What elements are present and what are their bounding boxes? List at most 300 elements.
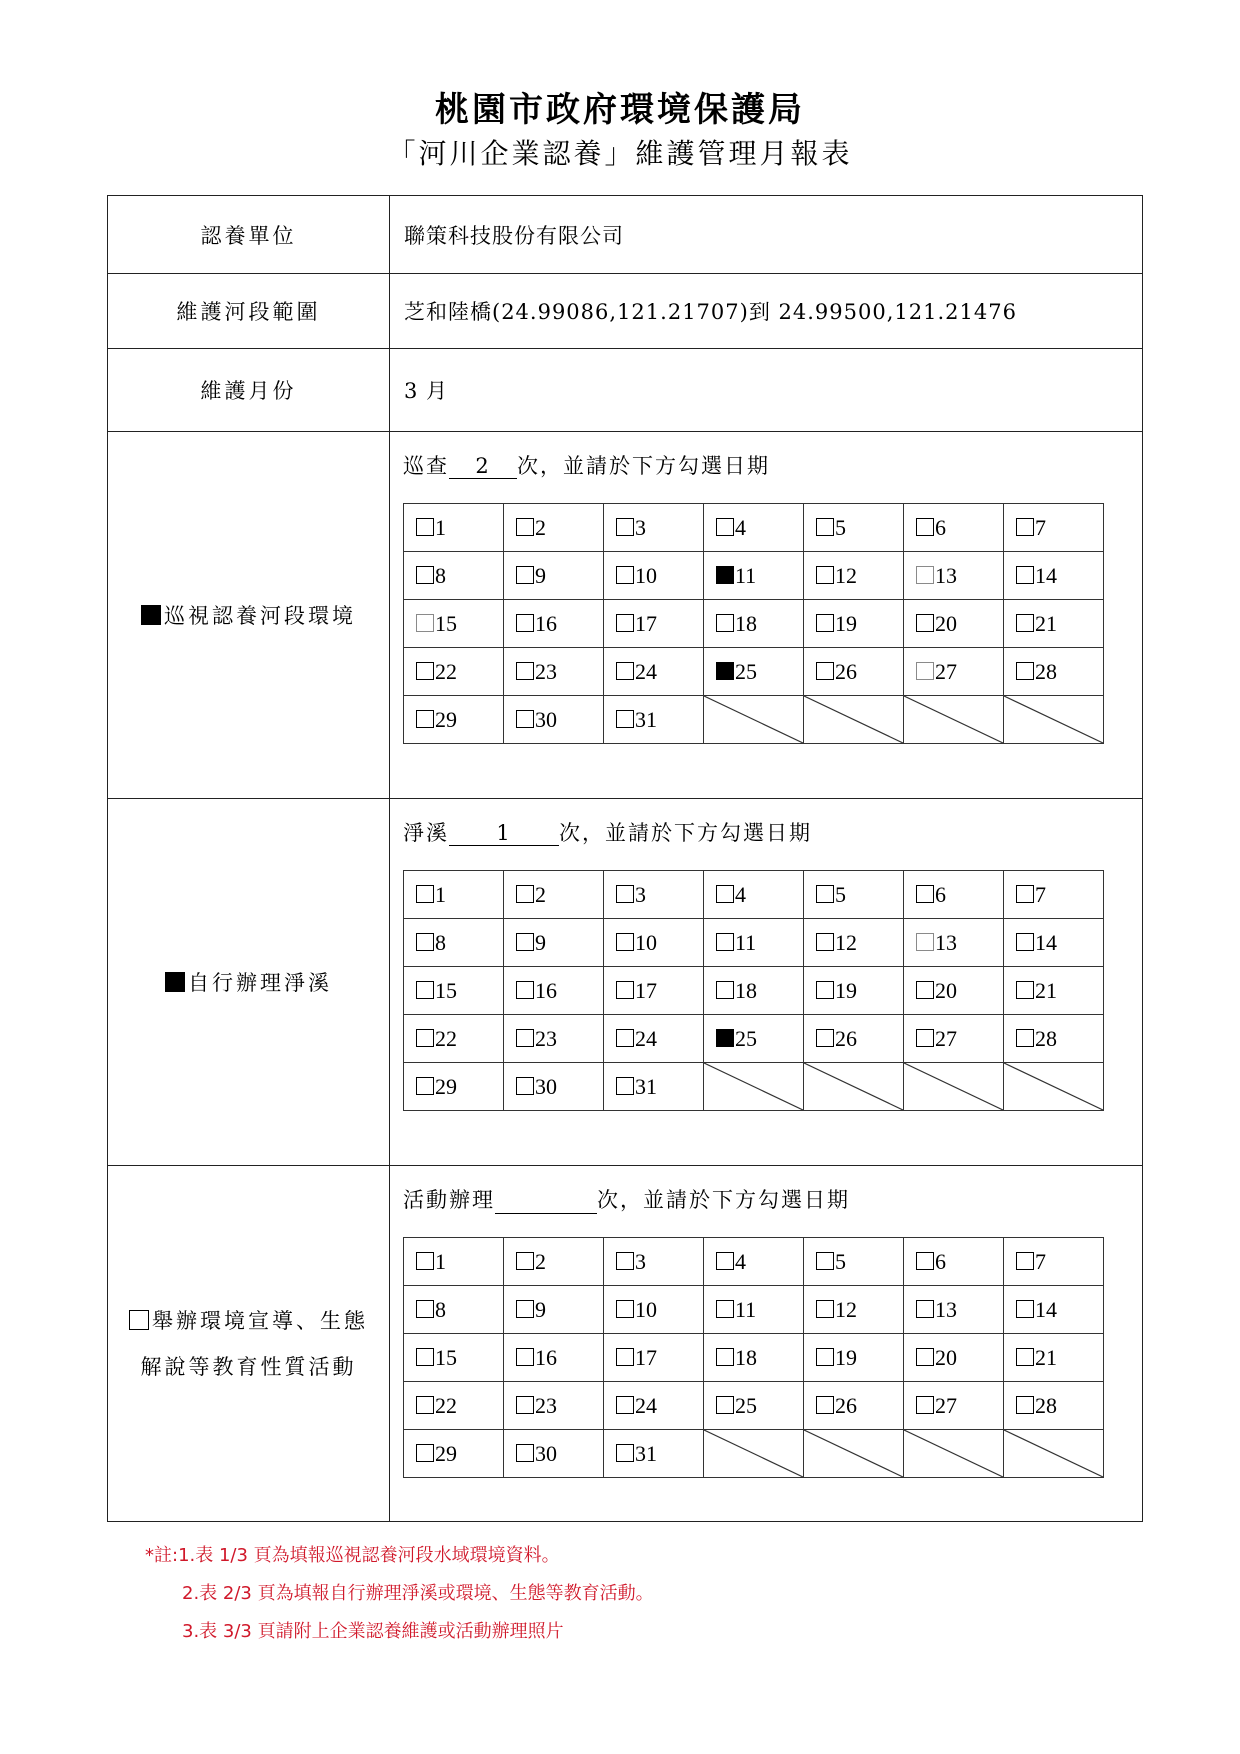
day-cell-26[interactable] <box>804 1382 904 1430</box>
patrol-label <box>108 432 390 799</box>
diagonal-slash <box>804 1063 903 1110</box>
day-number: 16 <box>535 1344 557 1370</box>
empty-day-cell <box>804 1430 904 1478</box>
day-checkbox[interactable] <box>716 566 734 584</box>
day-checkbox[interactable] <box>416 885 434 903</box>
day-checkbox[interactable] <box>916 662 934 680</box>
day-checkbox[interactable] <box>916 1252 934 1270</box>
day-number: 8 <box>435 929 446 955</box>
day-number: 24 <box>635 1392 657 1418</box>
day-checkbox[interactable] <box>616 1300 634 1318</box>
day-cell-2[interactable] <box>504 504 604 552</box>
day-cell-5[interactable] <box>804 871 904 919</box>
day-number: 15 <box>435 977 457 1003</box>
calendar-week-row <box>404 1238 1104 1286</box>
diagonal-slash <box>904 1430 1003 1477</box>
day-cell-30[interactable] <box>504 1063 604 1111</box>
day-checkbox[interactable] <box>616 1077 634 1095</box>
day-number: 4 <box>735 514 746 540</box>
day-number: 28 <box>1035 1392 1057 1418</box>
day-cell-20[interactable] <box>904 1334 1004 1382</box>
day-number: 6 <box>935 1248 946 1274</box>
day-checkbox[interactable] <box>1016 614 1034 632</box>
diagonal-slash <box>704 1430 803 1477</box>
note-2: 2.表 2/3 頁為填報自行辦理淨溪或環境、生態等教育活動。 <box>182 1583 654 1604</box>
day-checkbox[interactable] <box>616 885 634 903</box>
day-number: 16 <box>535 977 557 1003</box>
day-number: 21 <box>1035 1344 1057 1370</box>
day-cell-5[interactable] <box>804 1238 904 1286</box>
cleanup-label-text: 自行辦理淨溪 <box>188 971 332 995</box>
day-cell-8[interactable] <box>404 1286 504 1334</box>
activity-label-line2: 解說等教育性質活動 <box>140 1354 357 1379</box>
day-checkbox[interactable] <box>416 1077 434 1095</box>
empty-day-cell <box>1004 696 1104 744</box>
day-cell-22[interactable] <box>404 1382 504 1430</box>
day-cell-4[interactable] <box>704 871 804 919</box>
day-cell-31[interactable] <box>604 696 704 744</box>
day-cell-5[interactable] <box>804 504 904 552</box>
day-number: 18 <box>735 610 757 636</box>
patrol-heading <box>390 432 1142 486</box>
day-number: 14 <box>1035 562 1057 588</box>
day-number: 19 <box>835 977 857 1003</box>
day-cell-24[interactable] <box>604 1015 704 1063</box>
day-checkbox[interactable] <box>816 981 834 999</box>
info-row-range <box>108 274 1143 349</box>
day-checkbox[interactable] <box>1016 566 1034 584</box>
calendar-week-row <box>404 871 1104 919</box>
calendar-week-row <box>404 1015 1104 1063</box>
patrol-checkbox[interactable] <box>141 605 161 625</box>
day-cell-22[interactable] <box>404 1015 504 1063</box>
empty-day-cell <box>904 1063 1004 1111</box>
diagonal-slash <box>704 696 803 743</box>
day-number: 6 <box>935 514 946 540</box>
day-cell-17[interactable] <box>604 1334 704 1382</box>
day-checkbox[interactable] <box>516 1300 534 1318</box>
day-cell-6[interactable] <box>904 504 1004 552</box>
day-cell-29[interactable] <box>404 1430 504 1478</box>
day-number: 27 <box>935 1025 957 1051</box>
day-checkbox[interactable] <box>1016 885 1034 903</box>
day-cell-30[interactable] <box>504 696 604 744</box>
day-cell-27[interactable] <box>904 1382 1004 1430</box>
day-checkbox[interactable] <box>816 933 834 951</box>
calendar-week-row <box>404 648 1104 696</box>
day-checkbox[interactable] <box>516 933 534 951</box>
day-checkbox[interactable] <box>616 614 634 632</box>
day-cell-16[interactable] <box>504 600 604 648</box>
day-checkbox[interactable] <box>616 662 634 680</box>
day-cell-18[interactable] <box>704 967 804 1015</box>
day-cell-9[interactable] <box>504 552 604 600</box>
day-checkbox[interactable] <box>516 662 534 680</box>
day-number: 20 <box>935 977 957 1003</box>
day-number: 16 <box>535 610 557 636</box>
cleanup-prefix: 淨溪 <box>403 821 449 845</box>
day-number: 5 <box>835 1248 846 1274</box>
day-number: 5 <box>835 514 846 540</box>
day-checkbox[interactable] <box>516 1396 534 1414</box>
day-checkbox[interactable] <box>916 1348 934 1366</box>
day-cell-16[interactable] <box>504 967 604 1015</box>
cleanup-suffix: 次，並請於下方勾選日期 <box>559 821 812 845</box>
note-1: *註:1.表 1/3 頁為填報巡視認養河段水域環境資料。 <box>145 1545 560 1566</box>
calendar-week-row <box>404 600 1104 648</box>
day-number: 27 <box>935 658 957 684</box>
day-number: 23 <box>535 1392 557 1418</box>
day-checkbox[interactable] <box>1016 981 1034 999</box>
day-number: 31 <box>635 1440 657 1466</box>
report-table <box>107 195 1143 1522</box>
day-checkbox[interactable] <box>416 566 434 584</box>
day-number: 29 <box>435 1073 457 1099</box>
day-checkbox[interactable] <box>516 710 534 728</box>
day-checkbox[interactable] <box>616 933 634 951</box>
day-cell-8[interactable] <box>404 919 504 967</box>
day-checkbox[interactable] <box>816 614 834 632</box>
day-checkbox[interactable] <box>816 518 834 536</box>
day-checkbox[interactable] <box>516 1077 534 1095</box>
calendar-week-row <box>404 696 1104 744</box>
day-checkbox[interactable] <box>816 566 834 584</box>
day-checkbox[interactable] <box>916 1396 934 1414</box>
day-cell-31[interactable] <box>604 1430 704 1478</box>
day-cell-24[interactable] <box>604 1382 704 1430</box>
day-number: 3 <box>635 1248 646 1274</box>
day-cell-28[interactable] <box>1004 1382 1104 1430</box>
day-cell-25[interactable] <box>704 648 804 696</box>
day-checkbox[interactable] <box>516 1252 534 1270</box>
day-cell-6[interactable] <box>904 1238 1004 1286</box>
cleanup-count[interactable]: 1 <box>449 821 559 846</box>
day-number: 29 <box>435 706 457 732</box>
day-number: 27 <box>935 1392 957 1418</box>
day-checkbox[interactable] <box>816 885 834 903</box>
calendar-week-row <box>404 919 1104 967</box>
day-cell-19[interactable] <box>804 1334 904 1382</box>
day-checkbox[interactable] <box>916 981 934 999</box>
day-cell-3[interactable] <box>604 1238 704 1286</box>
day-cell-7[interactable] <box>1004 871 1104 919</box>
day-cell-12[interactable] <box>804 552 904 600</box>
day-cell-8[interactable] <box>404 552 504 600</box>
day-cell-17[interactable] <box>604 967 704 1015</box>
day-cell-12[interactable] <box>804 1286 904 1334</box>
day-number: 21 <box>1035 977 1057 1003</box>
day-number: 2 <box>535 881 546 907</box>
day-cell-9[interactable] <box>504 1286 604 1334</box>
day-number: 2 <box>535 514 546 540</box>
day-cell-17[interactable] <box>604 600 704 648</box>
patrol-count[interactable]: 2 <box>449 454 517 479</box>
day-cell-25[interactable] <box>704 1382 804 1430</box>
day-cell-29[interactable] <box>404 696 504 744</box>
day-number: 25 <box>735 1025 757 1051</box>
day-number: 29 <box>435 1440 457 1466</box>
day-checkbox[interactable] <box>516 518 534 536</box>
day-checkbox[interactable] <box>416 1444 434 1462</box>
day-cell-27[interactable] <box>904 1015 1004 1063</box>
day-number: 17 <box>635 1344 657 1370</box>
day-cell-31[interactable] <box>604 1063 704 1111</box>
empty-day-cell <box>904 696 1004 744</box>
day-number: 13 <box>935 1296 957 1322</box>
unit-value: 聯策科技股份有限公司 <box>390 196 1143 274</box>
day-number: 24 <box>635 658 657 684</box>
day-number: 26 <box>835 1392 857 1418</box>
day-checkbox[interactable] <box>616 1252 634 1270</box>
day-cell-21[interactable] <box>1004 967 1104 1015</box>
day-cell-23[interactable] <box>504 648 604 696</box>
day-cell-14[interactable] <box>1004 552 1104 600</box>
day-checkbox[interactable] <box>416 1396 434 1414</box>
day-number: 1 <box>435 1248 446 1274</box>
day-checkbox[interactable] <box>916 933 934 951</box>
day-cell-18[interactable] <box>704 1334 804 1382</box>
day-checkbox[interactable] <box>916 566 934 584</box>
day-number: 11 <box>735 1296 757 1322</box>
day-checkbox[interactable] <box>516 566 534 584</box>
day-checkbox[interactable] <box>816 1029 834 1047</box>
day-cell-27[interactable] <box>904 648 1004 696</box>
day-cell-7[interactable] <box>1004 1238 1104 1286</box>
cleanup-calendar <box>403 870 1104 1111</box>
day-cell-9[interactable] <box>504 919 604 967</box>
day-checkbox[interactable] <box>916 518 934 536</box>
calendar-week-row <box>404 967 1104 1015</box>
day-cell-11[interactable] <box>704 919 804 967</box>
day-checkbox[interactable] <box>416 710 434 728</box>
day-cell-13[interactable] <box>904 1286 1004 1334</box>
day-cell-26[interactable] <box>804 1015 904 1063</box>
day-cell-15[interactable] <box>404 967 504 1015</box>
day-cell-23[interactable] <box>504 1015 604 1063</box>
day-cell-20[interactable] <box>904 600 1004 648</box>
day-number: 11 <box>735 929 757 955</box>
day-number: 30 <box>535 1440 557 1466</box>
day-number: 30 <box>535 706 557 732</box>
day-checkbox[interactable] <box>516 1444 534 1462</box>
diagonal-slash <box>904 696 1003 743</box>
day-checkbox[interactable] <box>516 614 534 632</box>
day-checkbox[interactable] <box>716 981 734 999</box>
day-checkbox[interactable] <box>416 1252 434 1270</box>
patrol-calendar <box>403 503 1104 744</box>
day-checkbox[interactable] <box>816 662 834 680</box>
day-number: 10 <box>635 929 657 955</box>
empty-day-cell <box>704 696 804 744</box>
day-checkbox[interactable] <box>1016 1252 1034 1270</box>
day-cell-3[interactable] <box>604 504 704 552</box>
day-checkbox[interactable] <box>516 1348 534 1366</box>
day-checkbox[interactable] <box>416 662 434 680</box>
day-cell-13[interactable] <box>904 919 1004 967</box>
day-cell-14[interactable] <box>1004 1286 1104 1334</box>
day-checkbox[interactable] <box>816 1396 834 1414</box>
day-checkbox[interactable] <box>1016 933 1034 951</box>
day-checkbox[interactable] <box>616 981 634 999</box>
day-number: 13 <box>935 562 957 588</box>
cleanup-checkbox[interactable] <box>165 972 185 992</box>
day-checkbox[interactable] <box>1016 662 1034 680</box>
day-checkbox[interactable] <box>716 614 734 632</box>
day-number: 23 <box>535 1025 557 1051</box>
calendar-week-row <box>404 552 1104 600</box>
day-checkbox[interactable] <box>816 1300 834 1318</box>
day-cell-3[interactable] <box>604 871 704 919</box>
day-checkbox[interactable] <box>916 1300 934 1318</box>
day-number: 1 <box>435 881 446 907</box>
day-number: 21 <box>1035 610 1057 636</box>
day-cell-24[interactable] <box>604 648 704 696</box>
day-cell-21[interactable] <box>1004 1334 1104 1382</box>
info-row-month <box>108 349 1143 432</box>
day-number: 23 <box>535 658 557 684</box>
day-cell-2[interactable] <box>504 871 604 919</box>
day-checkbox[interactable] <box>616 518 634 536</box>
day-checkbox[interactable] <box>716 1300 734 1318</box>
day-cell-19[interactable] <box>804 967 904 1015</box>
page-title: 桃園市政府環境保護局 <box>435 90 805 130</box>
day-checkbox[interactable] <box>916 885 934 903</box>
day-cell-4[interactable] <box>704 1238 804 1286</box>
activity-calendar <box>403 1237 1104 1478</box>
activity-count[interactable] <box>495 1193 597 1214</box>
day-cell-18[interactable] <box>704 600 804 648</box>
day-checkbox[interactable] <box>416 518 434 536</box>
calendar-week-row <box>404 1063 1104 1111</box>
activity-label <box>108 1166 390 1522</box>
section-patrol <box>108 432 1143 799</box>
day-checkbox[interactable] <box>816 1348 834 1366</box>
day-cell-13[interactable] <box>904 552 1004 600</box>
day-cell-10[interactable] <box>604 919 704 967</box>
day-checkbox[interactable] <box>416 933 434 951</box>
day-cell-15[interactable] <box>404 600 504 648</box>
day-cell-26[interactable] <box>804 648 904 696</box>
diagonal-slash <box>804 696 903 743</box>
day-cell-15[interactable] <box>404 1334 504 1382</box>
day-cell-1[interactable] <box>404 1238 504 1286</box>
day-number: 14 <box>1035 929 1057 955</box>
day-number: 9 <box>535 562 546 588</box>
day-cell-10[interactable] <box>604 552 704 600</box>
day-cell-11[interactable] <box>704 1286 804 1334</box>
day-checkbox[interactable] <box>616 1029 634 1047</box>
day-cell-29[interactable] <box>404 1063 504 1111</box>
day-number: 6 <box>935 881 946 907</box>
day-checkbox[interactable] <box>616 710 634 728</box>
activity-checkbox[interactable] <box>129 1310 149 1330</box>
day-cell-1[interactable] <box>404 504 504 552</box>
day-cell-21[interactable] <box>1004 600 1104 648</box>
day-cell-1[interactable] <box>404 871 504 919</box>
day-checkbox[interactable] <box>716 1029 734 1047</box>
day-checkbox[interactable] <box>1016 1396 1034 1414</box>
diagonal-slash <box>704 1063 803 1110</box>
day-checkbox[interactable] <box>416 614 434 632</box>
day-checkbox[interactable] <box>516 885 534 903</box>
day-checkbox[interactable] <box>516 1029 534 1047</box>
day-checkbox[interactable] <box>416 1029 434 1047</box>
day-cell-19[interactable] <box>804 600 904 648</box>
day-cell-14[interactable] <box>1004 919 1104 967</box>
day-checkbox[interactable] <box>716 518 734 536</box>
day-number: 22 <box>435 1392 457 1418</box>
day-cell-28[interactable] <box>1004 1015 1104 1063</box>
day-cell-23[interactable] <box>504 1382 604 1430</box>
day-checkbox[interactable] <box>616 1348 634 1366</box>
day-number: 15 <box>435 610 457 636</box>
day-checkbox[interactable] <box>716 1252 734 1270</box>
day-checkbox[interactable] <box>1016 1300 1034 1318</box>
day-number: 10 <box>635 562 657 588</box>
day-checkbox[interactable] <box>616 566 634 584</box>
section-cleanup <box>108 799 1143 1166</box>
day-checkbox[interactable] <box>416 981 434 999</box>
day-cell-12[interactable] <box>804 919 904 967</box>
section-activity <box>108 1166 1143 1522</box>
day-checkbox[interactable] <box>1016 1348 1034 1366</box>
day-checkbox[interactable] <box>416 1300 434 1318</box>
day-cell-25[interactable] <box>704 1015 804 1063</box>
day-checkbox[interactable] <box>416 1348 434 1366</box>
day-checkbox[interactable] <box>716 885 734 903</box>
day-cell-11[interactable] <box>704 552 804 600</box>
day-checkbox[interactable] <box>916 614 934 632</box>
day-cell-2[interactable] <box>504 1238 604 1286</box>
day-number: 20 <box>935 610 957 636</box>
day-number: 20 <box>935 1344 957 1370</box>
day-cell-7[interactable] <box>1004 504 1104 552</box>
info-row-unit <box>108 196 1143 274</box>
day-number: 17 <box>635 977 657 1003</box>
activity-label-line1 <box>108 1298 389 1344</box>
day-checkbox[interactable] <box>516 981 534 999</box>
day-cell-10[interactable] <box>604 1286 704 1334</box>
diagonal-slash <box>1004 696 1103 743</box>
day-checkbox[interactable] <box>616 1444 634 1462</box>
day-cell-4[interactable] <box>704 504 804 552</box>
day-checkbox[interactable] <box>916 1029 934 1047</box>
day-number: 19 <box>835 1344 857 1370</box>
day-cell-22[interactable] <box>404 648 504 696</box>
day-checkbox[interactable] <box>716 933 734 951</box>
day-checkbox[interactable] <box>1016 1029 1034 1047</box>
day-number: 15 <box>435 1344 457 1370</box>
activity-label-text1: 舉辦環境宣導、生態 <box>152 1308 368 1333</box>
day-cell-28[interactable] <box>1004 648 1104 696</box>
day-number: 12 <box>835 562 857 588</box>
day-cell-16[interactable] <box>504 1334 604 1382</box>
empty-day-cell <box>904 1430 1004 1478</box>
range-label: 維護河段範圍 <box>108 274 390 349</box>
day-number: 7 <box>1035 881 1046 907</box>
day-number: 4 <box>735 1248 746 1274</box>
day-checkbox[interactable] <box>1016 518 1034 536</box>
day-number: 28 <box>1035 1025 1057 1051</box>
day-cell-30[interactable] <box>504 1430 604 1478</box>
day-cell-20[interactable] <box>904 967 1004 1015</box>
day-checkbox[interactable] <box>816 1252 834 1270</box>
day-checkbox[interactable] <box>616 1396 634 1414</box>
day-checkbox[interactable] <box>716 1396 734 1414</box>
day-checkbox[interactable] <box>716 662 734 680</box>
day-cell-6[interactable] <box>904 871 1004 919</box>
day-checkbox[interactable] <box>716 1348 734 1366</box>
